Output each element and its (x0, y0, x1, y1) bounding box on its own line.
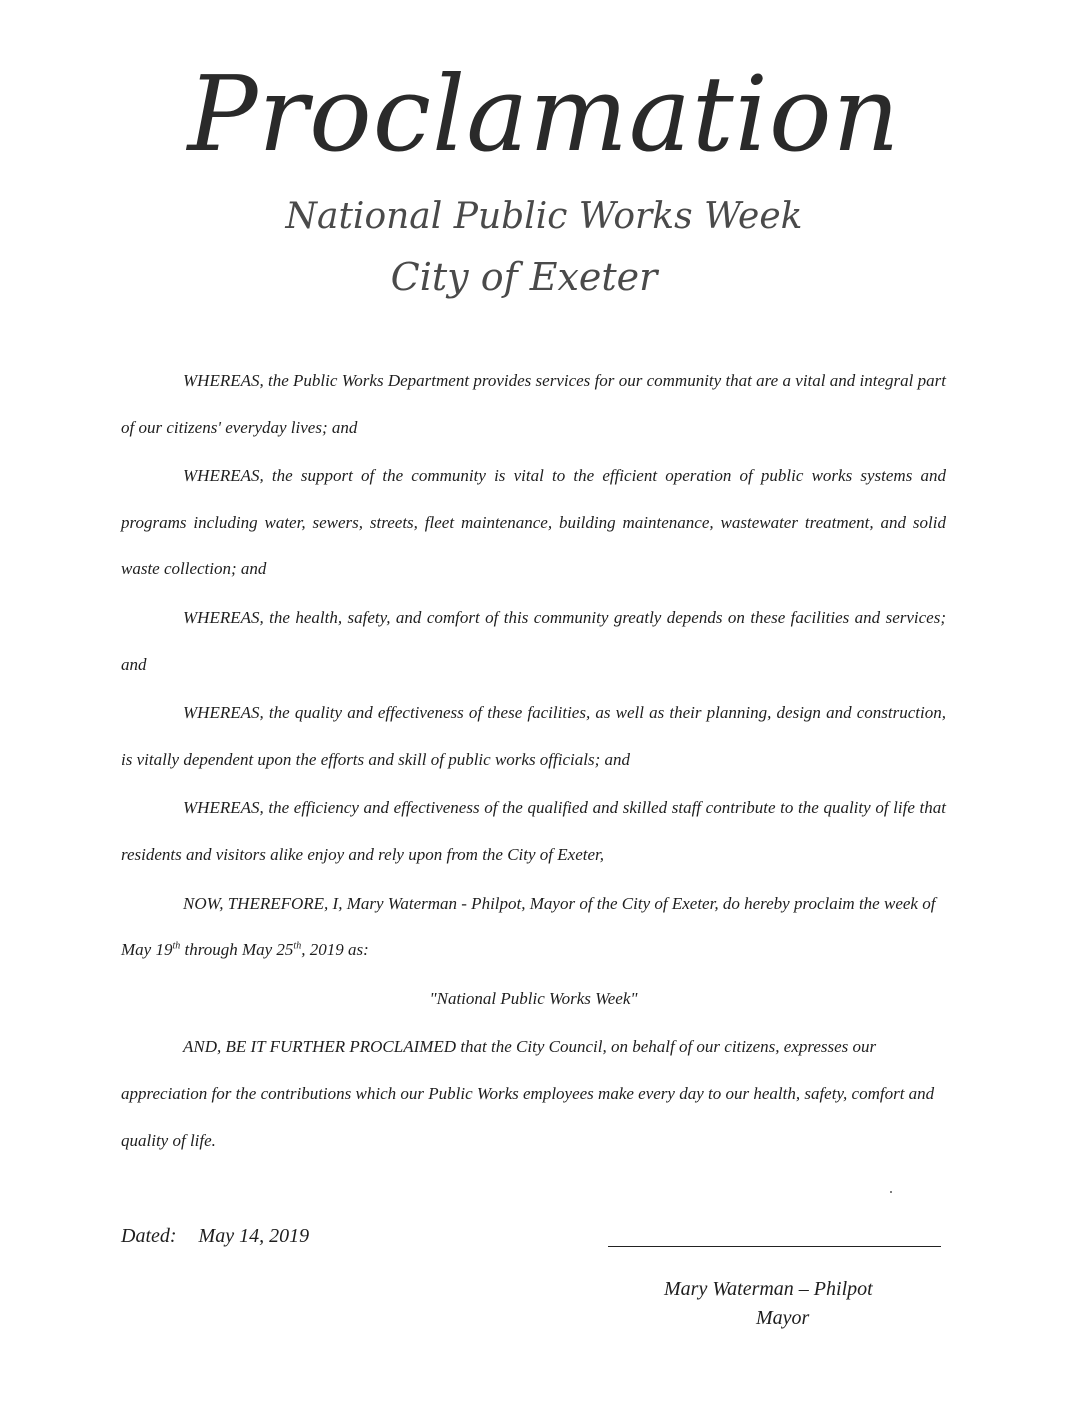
signature-line (608, 1246, 941, 1247)
proclaim-text: NOW, THEREFORE, I, Mary Waterman - Philpot, Mayor of the City of Exeter, do hereby proclaim the week of May 19 (121, 893, 936, 960)
whereas-paragraph-5: WHEREAS, the efficiency and effectiveness of the qualified and skilled staff contribute to the quality of life that residents and visitors alike enjoy and rely upon from the City of Exeter, (121, 798, 946, 864)
proclaim-paragraph (121, 881, 946, 974)
document-subtitle: National Public Works Week (285, 196, 803, 237)
whereas-paragraph-1: WHEREAS, the Public Works Department provides services for our community that are a vital and integral part of our citizens' everyday lives; and (121, 371, 946, 437)
whereas-paragraph-3: WHEREAS, the health, safety, and comfort of this community greatly depends on these facilities and services; and (121, 607, 946, 674)
stray-mark (890, 1191, 892, 1193)
city-name: City of Exeter (390, 255, 658, 299)
declaration: "National Public Works Week" (429, 988, 638, 1008)
proclaim-middle: through May 25 (180, 940, 294, 960)
whereas-paragraph-2: WHEREAS, the support of the community is vital to the efficient operation of public works systems and programs including water, sewers, streets, fleet maintenance, building maintenance, wastewater treatment, and solid waste collection; and (121, 466, 946, 579)
proclamation-body (121, 358, 946, 1166)
proclaim-end: , 2019 as: (301, 940, 369, 960)
signer-title: Mayor (756, 1307, 810, 1329)
dated-value: May 14, 2019 (198, 1225, 310, 1247)
final-paragraph: AND, BE IT FURTHER PROCLAIMED that the City Council, on behalf of our citizens, expresses our appreciation for the contributions which our Public Works employees make every day to our health, safety, comfort and quality of life. (121, 1037, 935, 1150)
proclaim-superscript-2: th (293, 940, 302, 952)
whereas-paragraph-4: WHEREAS, the quality and effectiveness of these facilities, as well as their planning, design and construction, is vitally dependent upon the efforts and skill of public works officials; and (121, 703, 946, 769)
dated-label: Dated: (121, 1225, 177, 1247)
dated-line (121, 1225, 309, 1248)
proclaim-superscript-1: th (172, 940, 181, 952)
signer-name: Mary Waterman – Philpot (664, 1278, 873, 1300)
document-title: Proclamation (187, 53, 901, 175)
